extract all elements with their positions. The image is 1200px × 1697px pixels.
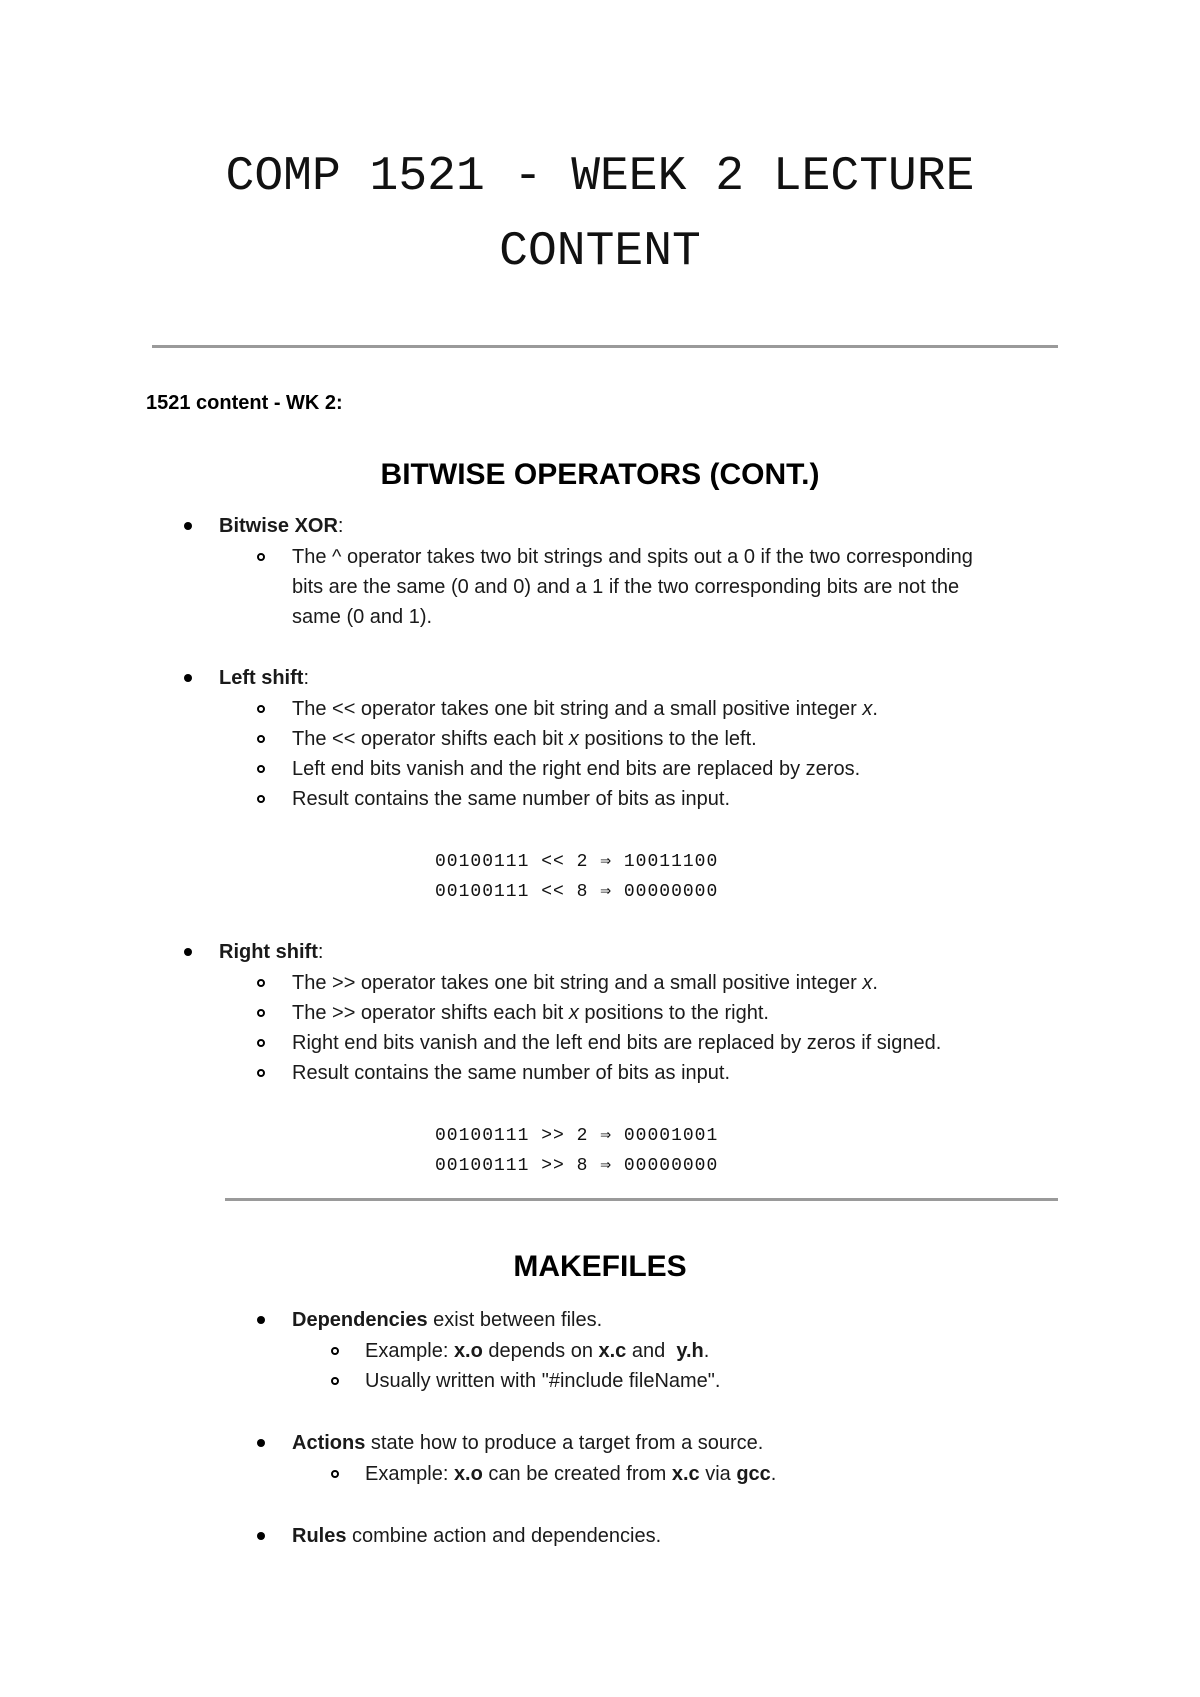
bullet-icon — [257, 1316, 265, 1324]
bullet-icon — [184, 522, 192, 530]
right-shift-example-2: 00100111 >> 8 ⇒ 00000000 — [435, 1156, 719, 1176]
sub-bullet-icon — [257, 979, 265, 987]
page-title-line-2: CONTENT — [499, 225, 701, 279]
section-divider — [225, 1198, 1058, 1201]
dependencies-example — [365, 1336, 709, 1366]
sub-bullet-icon — [257, 553, 265, 561]
code-term: y.h — [676, 1340, 704, 1362]
variable-x: x — [568, 728, 579, 750]
text: The >> operator shifts each bit — [292, 1002, 569, 1024]
bullet-icon — [184, 674, 192, 682]
left-shift-colon: : — [303, 667, 309, 689]
text: via — [699, 1463, 737, 1485]
text: and — [626, 1340, 677, 1362]
variable-x: x — [862, 972, 873, 994]
dependencies-term: Dependencies — [292, 1309, 428, 1331]
xor-desc-line-2: bits are the same (0 and 0) and a 1 if the two corresponding bits are not the — [292, 576, 960, 598]
sub-bullet-icon — [257, 1009, 265, 1017]
text: combine action and dependencies. — [346, 1525, 662, 1547]
sub-bullet-icon — [257, 1069, 265, 1077]
sub-bullet-icon — [331, 1377, 339, 1385]
text: . — [872, 698, 878, 720]
xor-term: Bitwise XOR — [219, 515, 338, 537]
xor-desc-line-1: The ^ operator takes two bit strings and spits out a 0 if the two corresponding — [292, 546, 973, 568]
variable-x: x — [568, 1002, 579, 1024]
sub-bullet-icon — [257, 705, 265, 713]
text: Example: — [365, 1463, 454, 1485]
text: depends on — [482, 1340, 599, 1362]
code-term: gcc — [736, 1463, 771, 1485]
text: . — [703, 1340, 710, 1362]
sub-bullet-icon — [257, 1039, 265, 1047]
xor-item — [219, 511, 343, 541]
text: state how to produce a target from a source. — [365, 1432, 764, 1454]
right-shift-desc-3: Right end bits vanish and the left end bits are replaced by zeros if signed. — [292, 1032, 942, 1054]
text: The << operator shifts each bit — [292, 728, 569, 750]
actions-example — [365, 1459, 776, 1489]
content-label: 1521 content - WK 2: — [146, 392, 343, 414]
right-shift-term: Right shift — [219, 941, 318, 963]
right-shift-colon: : — [317, 941, 324, 963]
actions-term: Actions — [292, 1432, 366, 1454]
code-term: x.c — [598, 1340, 627, 1362]
text: The >> operator takes one bit string and a small positive integer — [292, 972, 863, 994]
sub-bullet-icon — [331, 1347, 339, 1355]
left-shift-desc-2 — [292, 724, 757, 754]
makefiles-heading: MAKEFILES — [513, 1250, 687, 1283]
left-shift-desc-3: Left end bits vanish and the right end bits are replaced by zeros. — [292, 758, 861, 780]
bullet-icon — [257, 1439, 265, 1447]
title-divider — [152, 345, 1058, 348]
right-shift-example-1: 00100111 >> 2 ⇒ 00001001 — [435, 1126, 719, 1146]
page-title-line-1: COMP 1521 - WEEK 2 LECTURE — [225, 150, 975, 204]
xor-desc-line-3: same (0 and 1). — [292, 606, 433, 628]
left-shift-item — [219, 663, 309, 693]
code-term: x.o — [453, 1463, 483, 1485]
code-term: x.o — [453, 1340, 483, 1362]
right-shift-desc-2 — [292, 998, 769, 1028]
xor-colon: : — [337, 515, 344, 537]
actions-item — [292, 1428, 763, 1458]
code-term: x.c — [671, 1463, 700, 1485]
left-shift-example-2: 00100111 << 8 ⇒ 00000000 — [435, 882, 719, 902]
sub-bullet-icon — [331, 1470, 339, 1478]
bullet-icon — [257, 1532, 265, 1540]
variable-x: x — [862, 698, 873, 720]
sub-bullet-icon — [257, 795, 265, 803]
text: positions to the right. — [578, 1002, 769, 1024]
rules-term: Rules — [292, 1525, 347, 1547]
bitwise-heading: BITWISE OPERATORS (CONT.) — [380, 458, 820, 491]
text: . — [770, 1463, 777, 1485]
text: can be created from — [482, 1463, 672, 1485]
rules-item — [292, 1521, 661, 1551]
right-shift-desc-4: Result contains the same number of bits as input. — [292, 1062, 731, 1084]
text: positions to the left. — [578, 728, 757, 750]
right-shift-desc-1 — [292, 968, 878, 998]
right-shift-item — [219, 937, 323, 967]
text: Example: — [365, 1340, 454, 1362]
left-shift-term: Left shift — [219, 667, 304, 689]
dependencies-item — [292, 1305, 602, 1335]
sub-bullet-icon — [257, 735, 265, 743]
dependencies-note: Usually written with "#include fileName". — [365, 1370, 721, 1392]
left-shift-example-1: 00100111 << 2 ⇒ 10011100 — [435, 852, 719, 872]
text: . — [872, 972, 878, 994]
text: exist between files. — [427, 1309, 603, 1331]
bullet-icon — [184, 948, 192, 956]
sub-bullet-icon — [257, 765, 265, 773]
left-shift-desc-1 — [292, 694, 878, 724]
text: The << operator takes one bit string and a small positive integer — [292, 698, 863, 720]
left-shift-desc-4: Result contains the same number of bits as input. — [292, 788, 731, 810]
